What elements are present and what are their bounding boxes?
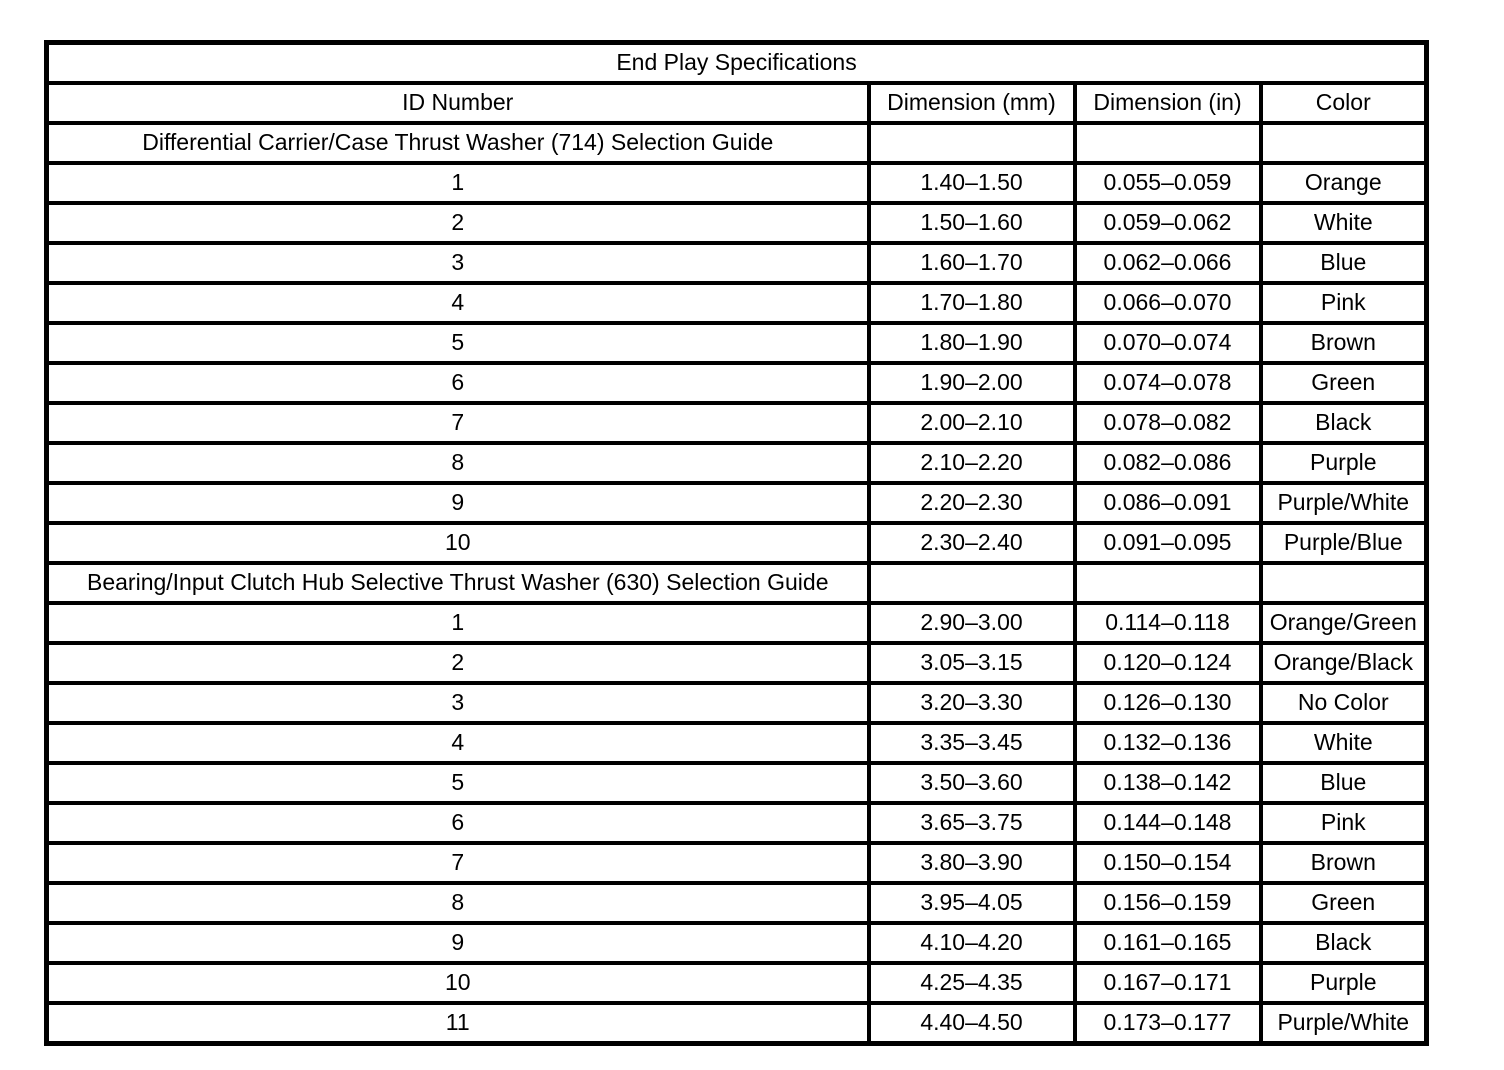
dimension-mm-cell: 2.30–2.40 [869, 523, 1075, 563]
section-empty-cell [1075, 563, 1261, 603]
dimension-in-cell: 0.114–0.118 [1075, 603, 1261, 643]
dimension-mm-cell: 3.35–3.45 [869, 723, 1075, 763]
id-number-cell: 4 [47, 723, 869, 763]
color-cell: Black [1261, 923, 1427, 963]
column-header-id-number: ID Number [47, 83, 869, 123]
table-row [47, 283, 1427, 323]
color-cell: Green [1261, 363, 1427, 403]
dimension-mm-cell: 1.60–1.70 [869, 243, 1075, 283]
color-cell: Orange [1261, 163, 1427, 203]
id-number-cell: 5 [47, 323, 869, 363]
dimension-mm-cell: 3.20–3.30 [869, 683, 1075, 723]
table-row [47, 1003, 1427, 1044]
id-number-cell: 10 [47, 523, 869, 563]
color-cell: Purple/White [1261, 483, 1427, 523]
table-title-row [47, 43, 1427, 84]
id-number-cell: 8 [47, 443, 869, 483]
dimension-in-cell: 0.161–0.165 [1075, 923, 1261, 963]
table-row [47, 723, 1427, 763]
color-cell: Brown [1261, 843, 1427, 883]
column-header-dimension-in: Dimension (in) [1075, 83, 1261, 123]
table-row [47, 923, 1427, 963]
dimension-mm-cell: 1.70–1.80 [869, 283, 1075, 323]
id-number-cell: 8 [47, 883, 869, 923]
dimension-in-cell: 0.070–0.074 [1075, 323, 1261, 363]
table-row [47, 483, 1427, 523]
column-header-dimension-mm: Dimension (mm) [869, 83, 1075, 123]
color-cell: White [1261, 723, 1427, 763]
table-row [47, 403, 1427, 443]
table-row [47, 443, 1427, 483]
color-cell: Blue [1261, 243, 1427, 283]
dimension-in-cell: 0.082–0.086 [1075, 443, 1261, 483]
dimension-mm-cell: 2.10–2.20 [869, 443, 1075, 483]
dimension-mm-cell: 2.90–3.00 [869, 603, 1075, 643]
table-row [47, 683, 1427, 723]
id-number-cell: 5 [47, 763, 869, 803]
section-header-row [47, 563, 1427, 603]
dimension-in-cell: 0.173–0.177 [1075, 1003, 1261, 1044]
id-number-cell: 2 [47, 643, 869, 683]
color-cell: Green [1261, 883, 1427, 923]
dimension-mm-cell: 2.20–2.30 [869, 483, 1075, 523]
dimension-in-cell: 0.167–0.171 [1075, 963, 1261, 1003]
dimension-mm-cell: 3.95–4.05 [869, 883, 1075, 923]
dimension-in-cell: 0.150–0.154 [1075, 843, 1261, 883]
dimension-mm-cell: 3.05–3.15 [869, 643, 1075, 683]
color-cell: Blue [1261, 763, 1427, 803]
id-number-cell: 9 [47, 923, 869, 963]
dimension-in-cell: 0.078–0.082 [1075, 403, 1261, 443]
id-number-cell: 11 [47, 1003, 869, 1044]
color-cell: Black [1261, 403, 1427, 443]
dimension-mm-cell: 1.90–2.00 [869, 363, 1075, 403]
table-row [47, 803, 1427, 843]
color-cell: Purple [1261, 443, 1427, 483]
dimension-in-cell: 0.132–0.136 [1075, 723, 1261, 763]
column-header-row [47, 83, 1427, 123]
color-cell: Pink [1261, 803, 1427, 843]
dimension-in-cell: 0.062–0.066 [1075, 243, 1261, 283]
id-number-cell: 2 [47, 203, 869, 243]
dimension-in-cell: 0.086–0.091 [1075, 483, 1261, 523]
section-empty-cell [1261, 563, 1427, 603]
id-number-cell: 7 [47, 843, 869, 883]
color-cell: No Color [1261, 683, 1427, 723]
id-number-cell: 10 [47, 963, 869, 1003]
section-title: Bearing/Input Clutch Hub Selective Thrust Washer (630) Selection Guide [47, 563, 869, 603]
dimension-mm-cell: 2.00–2.10 [869, 403, 1075, 443]
id-number-cell: 6 [47, 803, 869, 843]
color-cell: Orange/Green [1261, 603, 1427, 643]
id-number-cell: 6 [47, 363, 869, 403]
dimension-in-cell: 0.066–0.070 [1075, 283, 1261, 323]
color-cell: Pink [1261, 283, 1427, 323]
column-header-color: Color [1261, 83, 1427, 123]
dimension-in-cell: 0.074–0.078 [1075, 363, 1261, 403]
dimension-mm-cell: 4.25–4.35 [869, 963, 1075, 1003]
color-cell: Purple/Blue [1261, 523, 1427, 563]
table-row [47, 323, 1427, 363]
end-play-specifications-table [44, 40, 1429, 1046]
dimension-in-cell: 0.126–0.130 [1075, 683, 1261, 723]
section-title: Differential Carrier/Case Thrust Washer (714) Selection Guide [47, 123, 869, 163]
color-cell: Purple/White [1261, 1003, 1427, 1044]
section-header-row [47, 123, 1427, 163]
color-cell: White [1261, 203, 1427, 243]
id-number-cell: 9 [47, 483, 869, 523]
table-row [47, 763, 1427, 803]
table-row [47, 963, 1427, 1003]
dimension-mm-cell: 1.40–1.50 [869, 163, 1075, 203]
table-row [47, 883, 1427, 923]
dimension-mm-cell: 4.10–4.20 [869, 923, 1075, 963]
table-row [47, 603, 1427, 643]
table-row [47, 243, 1427, 283]
section-empty-cell [1075, 123, 1261, 163]
dimension-mm-cell: 4.40–4.50 [869, 1003, 1075, 1044]
id-number-cell: 1 [47, 603, 869, 643]
dimension-in-cell: 0.120–0.124 [1075, 643, 1261, 683]
dimension-mm-cell: 1.50–1.60 [869, 203, 1075, 243]
table-row [47, 203, 1427, 243]
color-cell: Purple [1261, 963, 1427, 1003]
id-number-cell: 1 [47, 163, 869, 203]
dimension-in-cell: 0.144–0.148 [1075, 803, 1261, 843]
dimension-in-cell: 0.138–0.142 [1075, 763, 1261, 803]
id-number-cell: 4 [47, 283, 869, 323]
table-row [47, 523, 1427, 563]
table-row [47, 843, 1427, 883]
section-empty-cell [1261, 123, 1427, 163]
dimension-in-cell: 0.156–0.159 [1075, 883, 1261, 923]
id-number-cell: 3 [47, 243, 869, 283]
section-empty-cell [869, 563, 1075, 603]
table-row [47, 643, 1427, 683]
table-row [47, 163, 1427, 203]
dimension-mm-cell: 3.50–3.60 [869, 763, 1075, 803]
id-number-cell: 7 [47, 403, 869, 443]
color-cell: Orange/Black [1261, 643, 1427, 683]
dimension-mm-cell: 3.80–3.90 [869, 843, 1075, 883]
section-empty-cell [869, 123, 1075, 163]
table-title: End Play Specifications [47, 43, 1427, 84]
dimension-mm-cell: 1.80–1.90 [869, 323, 1075, 363]
dimension-in-cell: 0.091–0.095 [1075, 523, 1261, 563]
dimension-in-cell: 0.055–0.059 [1075, 163, 1261, 203]
color-cell: Brown [1261, 323, 1427, 363]
table-row [47, 363, 1427, 403]
dimension-mm-cell: 3.65–3.75 [869, 803, 1075, 843]
spec-table-body [47, 123, 1427, 1044]
id-number-cell: 3 [47, 683, 869, 723]
dimension-in-cell: 0.059–0.062 [1075, 203, 1261, 243]
